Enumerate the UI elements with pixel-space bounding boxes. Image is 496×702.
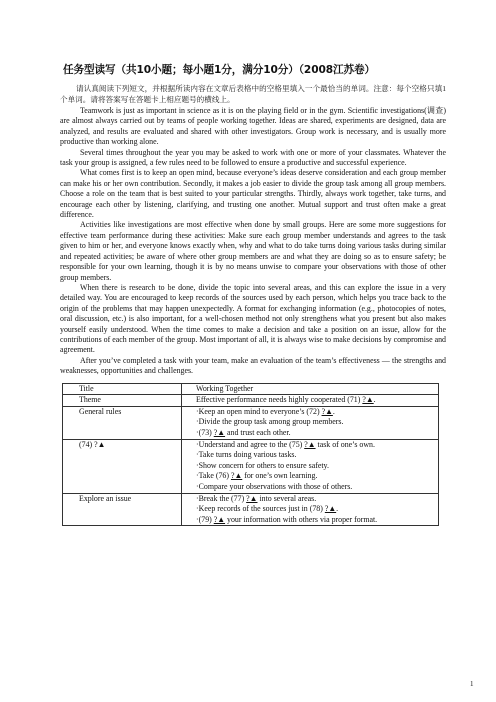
table-cell-left: Title [63,383,182,395]
table-line [196,471,432,482]
table-text: task of one’s own. [315,439,375,449]
passage-paragraph: Several times throughout the year you may be asked to work with one or more of your classmates. Whatever the task your group is assigned, a few rules need to be followed to ensure a productive and successful experience. [60,147,446,168]
table-text: . [336,504,339,514]
passage-paragraph: After you’ve completed a task with your team, make an evaluation of the team’s effectiveness — the strengths and weaknesses, opportunities and challenges. [60,355,446,376]
answer-blank: ?▲ [246,493,258,503]
table-text: ·Break the (77) [196,493,247,503]
table-row [63,383,439,395]
table-text: ·Take (76) [196,471,231,481]
table-text: for one’s own learning. [242,471,318,481]
table-cell-left: General rules [63,406,182,439]
table-text: . [373,395,376,405]
answer-blank: ?▲ [321,406,333,416]
passage [60,106,446,377]
table-text: ·(73) [196,427,214,437]
table-text: ·Keep an open mind to everyone’s (72) [196,406,322,416]
passage-paragraph: When there is research to be done, divide the topic into several areas, and this can explore the issue in a very detailed way. You are encouraged to keep records of the sources used by each person, which helps you trace back to the origin of the problems that may happen unexpectedly. A format for exchanging information (e.g., photocopies of notes, oral discussion, etc.) is also important, for a well-chosen method not only strengthens what you present but also makes yourself easily understood. When the time comes to make a decision and take a position on an issue, allow for the contributions of each member of the group. Most important of all, it is always wise to make decisions by compromise and agreement. [60,282,446,355]
table-line [196,428,432,439]
table-text: and trust each other. [225,427,291,437]
table-row [63,395,439,407]
table-cell-right [182,493,439,526]
table-text: ·Take turns doing various tasks. [196,450,297,460]
table-line [196,494,432,505]
answer-table [62,383,439,527]
table-line [196,504,432,515]
answer-blank: ?▲ [304,439,316,449]
table-row [63,493,439,526]
table-text: ·Compare your observations with those of others. [196,481,353,491]
table-text: Effective performance needs highly cooperated (71) [196,395,363,405]
table-text: ·(79) [196,514,214,524]
passage-paragraph: Teamwork is just as important in science as it is on the playing field or in the gym. Scientific investigations(调查) are almost always carried out by teams of people working together. Ideas are shared, experiments are designed, data are analyzed, and results are evaluated and shared with other investigators. Group work is necessary, and is usually more productive than working alone. [60,106,446,147]
table-text: ·Divide the group task among group members. [196,417,344,427]
table-line [196,482,432,493]
document-page [60,62,446,526]
page-title: 任务型读写（共10小题；每小题1分，满分10分）（2008江苏卷） [63,64,375,76]
table-text: ·Understand and agree to the (75) [196,439,305,449]
table-text: Working Together [196,383,254,393]
table-cell-right [182,406,439,439]
table-cell-right [182,395,439,407]
answer-blank: ?▲ [230,471,243,481]
table-line [196,407,432,418]
answer-blank: ?▲ [213,427,226,437]
answer-blank: ?▲ [324,504,337,514]
table-cell-left: Theme [63,395,182,407]
answer-blank: ?▲ [362,395,374,405]
page-number: 1 [470,680,474,688]
passage-paragraph: Activities like investigations are most effective when done by small groups. Here are some more suggestions for effective team performance during these activities: Make sure each group member understands and agrees to the task given to him or her, and everyone knows exactly when, why and what to do take turns doing various tasks during similar and repeated activities; be aware of where other group members are and what they are doing so as to ensure safety; be responsible for your own learning, though it is by no means unwise to compare your observations with those of other group members. [60,220,446,282]
passage-paragraph: What comes first is to keep an open mind, because everyone’s ideas deserve consideration and each group member can make his or her own contribution. Secondly, it makes a job easier to divide the group task among all group members. Choose a role on the team that is best suited to your particular strengths. Thirdly, always work together, take turns, and encourage each other by listening, clarifying, and trusting one another. Mutual support and trust often make a great difference. [60,168,446,220]
table-cell-right [182,439,439,493]
table-row [63,439,439,493]
table-text: . [332,406,335,416]
table-cell-left: Explore an issue [63,493,182,526]
table-text: ·Keep records of the sources just in (78) [196,504,325,514]
table-line [196,515,432,526]
table-line [196,461,432,472]
table-line [196,384,432,395]
table-text: into several areas. [257,493,317,503]
table-line [196,450,432,461]
answer-blank: ?▲ [213,514,226,524]
table-text: ·Show concern for others to ensure safety. [196,460,329,470]
instructions: 请认真阅读下列短文，并根据所读内容在文章后表格中的空格里填入一个最恰当的单词。注意：每个空格只填1个单词。请将答案写在答题卡上相应题号的横线上。 [60,84,446,104]
table-text: your information with others via proper format. [225,514,378,524]
table-line [196,440,432,451]
table-line [196,417,432,428]
table-line [196,395,432,406]
table-cell-left: (74) ?▲ [63,439,182,493]
table-row [63,406,439,439]
table-cell-right [182,383,439,395]
